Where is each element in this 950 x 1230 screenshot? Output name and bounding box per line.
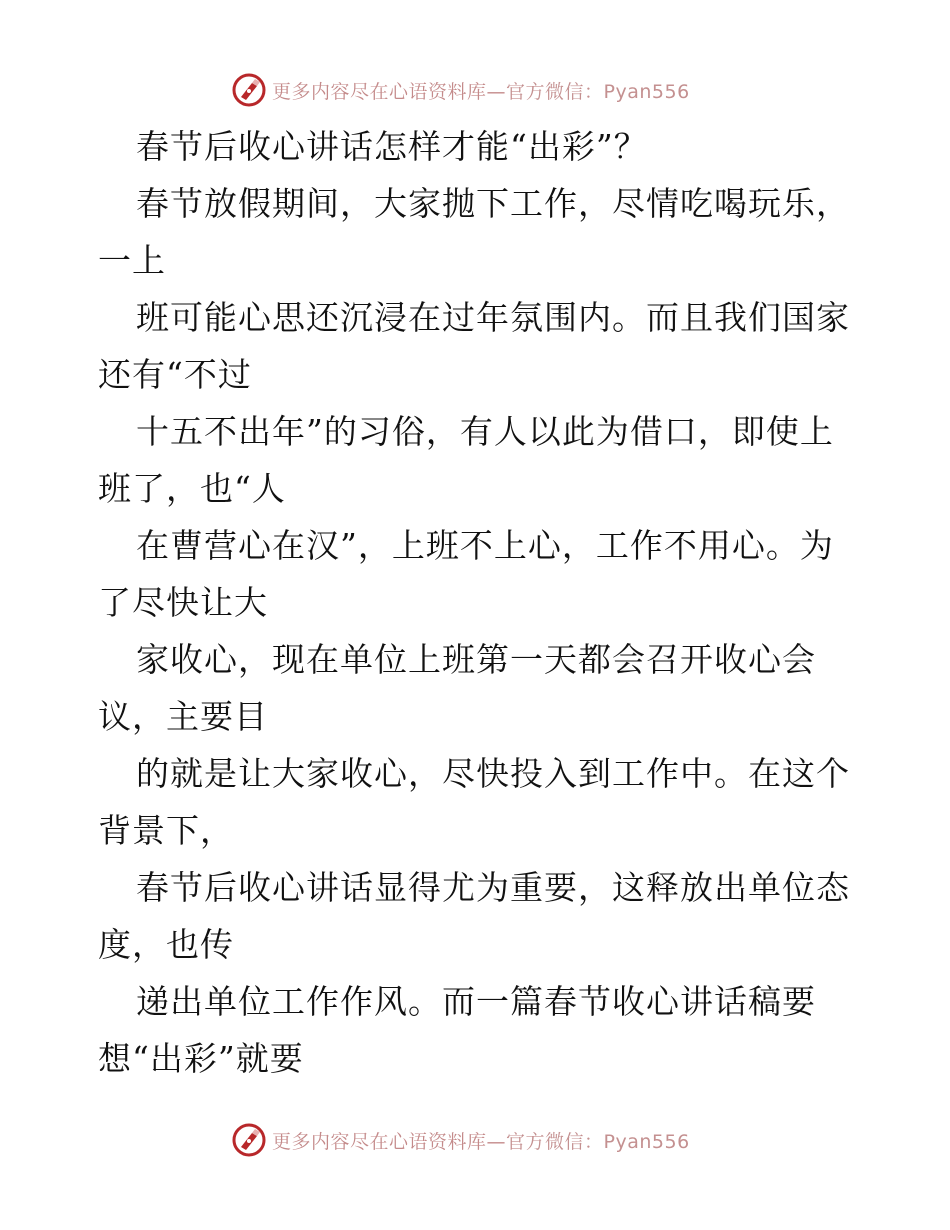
paragraph-line: 了尽快让大 [98, 583, 268, 622]
header-wechat-label: 官方微信：Pyan556 [506, 80, 690, 103]
paragraph-line: 背景下， [98, 811, 234, 850]
footer-wechat-label: 官方微信：Pyan556 [506, 1130, 690, 1153]
paragraph-line: 的就是让大家收心，尽快投入到工作中。在这个 [136, 754, 850, 793]
paragraph-line: 还有“不过 [98, 355, 252, 394]
paragraph-line: 十五不出年”的习俗，有人以此为借口，即使上 [136, 412, 834, 451]
paragraph-line: 家收心，现在单位上班第一天都会召开收心会 [136, 640, 816, 679]
paragraph-line: 班了，也“人 [98, 469, 286, 508]
paragraph-line: 议，主要目 [98, 697, 268, 736]
pen-nib-logo-icon [232, 1123, 266, 1157]
header-banner-text [272, 77, 690, 104]
header-site-name: 更多内容尽在心语资料库 [272, 80, 487, 103]
paragraph-line: 一上 [98, 241, 166, 280]
footer-site-name: 更多内容尽在心语资料库 [272, 1130, 487, 1153]
paragraph-line: 春节后收心讲话显得尤为重要，这释放出单位态 [136, 868, 850, 907]
header-dash: — [486, 80, 507, 103]
paragraph-line: 度，也传 [98, 925, 234, 964]
header-banner [232, 72, 732, 108]
paragraph-line: 想“出彩”就要 [98, 1039, 304, 1078]
document-body [98, 118, 858, 1087]
footer-dash: — [486, 1130, 507, 1153]
pen-nib-logo-icon [232, 73, 266, 107]
footer-banner-text [272, 1127, 690, 1154]
paragraph-line: 班可能心思还沉浸在过年氛围内。而且我们国家 [136, 298, 850, 337]
paragraph-line: 春节放假期间，大家抛下工作，尽情吃喝玩乐， [136, 184, 850, 223]
paragraph-line: 递出单位工作作风。而一篇春节收心讲话稿要 [136, 982, 816, 1021]
footer-banner [232, 1122, 732, 1158]
paragraph-line: 在曹营心在汉”，上班不上心，工作不用心。为 [136, 526, 834, 565]
document-title: 春节后收心讲话怎样才能“出彩”？ [136, 127, 648, 166]
